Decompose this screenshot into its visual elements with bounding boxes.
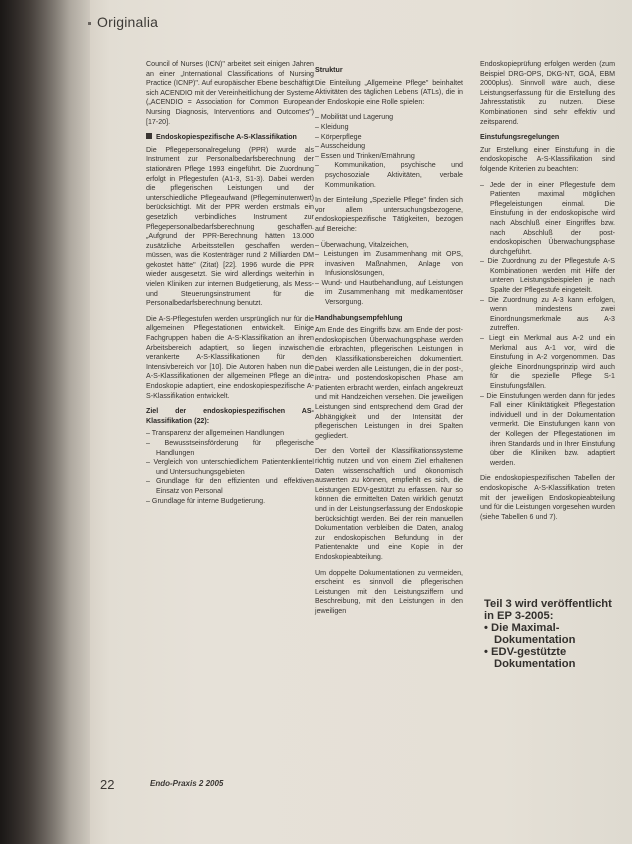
list-item: – Überwachung, Vitalzeichen, bbox=[315, 241, 463, 251]
page-number: 22 bbox=[100, 777, 115, 792]
list-item: – Liegt ein Merkmal aus A-2 und ein Merkmal aus A-1 vor, wird die Einstufung in A-2 vorgenommen. Das gleiche Einordnungsprinzip wird auch für die spezielle Pflege S-1 Einstufungsfällen. bbox=[480, 334, 615, 392]
col1-list bbox=[146, 429, 314, 506]
col1-heading: Endoskopiespezifische A-S-Klassifikation bbox=[146, 133, 314, 143]
list-item: – Die Zuordnung zu der Pflegestufe A-S Kombinationen werden mit Hilfe der unteren Leistungsbeispielen je nach Spalte der Pflegestufe eingeteilt. bbox=[480, 257, 615, 295]
list-item: – Mobilität und Lagerung bbox=[315, 113, 463, 123]
list-item: – Leistungen im Zusammenhang mit OPS, invasiven Maßnahmen, Anlage von Infusionslösungen, bbox=[315, 250, 463, 279]
notice-item: • EDV-gestützte Dokumentation bbox=[484, 646, 624, 670]
list-item: – Die Zuordnung zu A-3 kann erfolgen, wenn mindestens zwei Einordnungsmerkmale aus A-3 zutreffen. bbox=[480, 296, 615, 334]
col3-para2: Zur Erstellung einer Einstufung in die endoskopische A-S-Klassifikation sind folgende Kriterien zu beachten: bbox=[480, 145, 615, 173]
col2-para3: Am Ende des Eingriffs bzw. am Ende der post-endoskopischen Überwachungsphase werden die erbrachten, pflegerischen Leistungen in den Klassifikationsbereichen dokumentiert. Dabei werden alle Leistungen, die in der post-, intra- und postendoskopischen Phase am Patienten erbracht werden, einfach angekreuzt und mit Handzeichen versehen. Die jeweiligen Leistungen sind entsprechend dem Grad der Abhängigkeit und der Intensität der pflegerischen Leistungen in drei Spalten gegliedert. bbox=[315, 326, 463, 440]
col2-heading-handhabung: Handhabungsempfehlung bbox=[315, 313, 403, 322]
square-bullet-icon bbox=[146, 133, 152, 139]
col2-para4: Der den Vorteil der Klassifikationssysteme richtig nutzen und von einem Ziel erhaltenen Daten wissenschaftlich und ökonomisch auswerten zu können, empfiehlt es sich, die Leistungen EDV-gestützt zu erfassen. Nur so können die ermittelten Daten wirklich genutzt und in der Leistungserfassung der Endoskopie berücksichtigt werden. Bei der rein manuellen Dokumentation verbleiben die Daten, analog zur endoskopischen Befundung in der Patientenakte und eine Kopie in der Endoskopieabteilung. bbox=[315, 447, 463, 561]
col2-para5: Um doppelte Dokumentationen zu vermeiden, erscheint es sinnvoll die pflegerischen Leistungen mit den Leistungsziffern und Beschreibung, mit den Leistungen in den jeweiligen bbox=[315, 568, 463, 615]
col1-subheading: Ziel der endoskopiespezifischen AS-Klassifikation (22): bbox=[146, 407, 314, 425]
col3-para1: Endoskopieprüfung erfolgen werden (zum Beispiel DRG-OPS, DKG-NT, GOÄ, EBM 2000plus). Sinnvoll wäre auch, diese Leistungserfassung für die Erstellung des Jahresstatistik zu nutzen. Diese Kombinationen sind sehr effektiv und zeitsparend. bbox=[480, 60, 615, 126]
list-item: – Grundlage für den effizienten und effektiven Einsatz von Personal bbox=[146, 477, 314, 496]
column-2 bbox=[315, 60, 463, 622]
list-item: – Kleidung bbox=[315, 123, 463, 133]
list-item: – Wund- und Hautbehandlung, auf Leistungen im Zusammenhang mit medikamentöser Versorgung. bbox=[315, 279, 463, 308]
list-item: – Ausscheidung bbox=[315, 142, 463, 152]
col2-para2: In der Einteilung „Spezielle Pflege" finden sich vor allem untersuchungsbezogene, endoskopiespezifische Tätigkeiten, bezogen auf Bereiche: bbox=[315, 196, 463, 233]
section-header bbox=[88, 14, 158, 30]
list-item: – Kommunikation, psychische und psychosoziale Aktivitäten, verbale Kommunikation. bbox=[315, 161, 463, 190]
col2-para1: Die Einteilung „Allgemeine Pflege" beinhaltet Aktivitäten des täglichen Lebens (ATLs), die in der Endoskopie eine Rolle spielen: bbox=[315, 78, 463, 106]
column-1 bbox=[146, 60, 314, 512]
list-item: – Körperpflege bbox=[315, 133, 463, 143]
list-item: – Essen und Trinken/Ernährung bbox=[315, 152, 463, 162]
list-item: – Grundlage für interne Budgetierung. bbox=[146, 497, 314, 507]
header-bullet-icon bbox=[88, 22, 91, 25]
notice-item: • Die Maximal-Dokumentation bbox=[484, 622, 624, 646]
list-item: – Transparenz der allgemeinen Handlungen bbox=[146, 429, 314, 439]
list-item: – Die Einstufungen werden dann für jedes Fall einer Kliniktätigkeit Pflegestation individuell und in der Dokumentation vermerkt. Die Einstufungen kann von der Kollegen der Pflegestationen im ihren Standards und in Ihrer Einstufung über die Kliniken bzw. adaptiert werden. bbox=[480, 392, 615, 469]
section-title: Originalia bbox=[97, 14, 159, 30]
col2-list1 bbox=[315, 113, 463, 190]
list-item: – Bewusstseinsförderung für pflegerische Handlungen bbox=[146, 439, 314, 458]
notice-title: Teil 3 wird veröffentlicht in EP 3-2005: bbox=[484, 598, 612, 622]
col1-para1: Die Pflegepersonalregelung (PPR) wurde als Instrument zur Personalbedarfsberechnung der stationären Pflege 1993 eingeführt. Die Zuordnung erfolgt in Pflegestufen (A1-3, S1-3). Dabei werden die pflegerischen Leistungen und der unterschiedliche Pflegeaufwand (Pflegeminutenwert) berücksichtigt. Mit der PPR werden erstmals ein gesetzlich verbindliches Instrument zur Pflegepersonalbedarfsberechnung geschaffen. „Aufgrund der PPR-Berechnung hätten 13.000 zusätzliche Arbeitsstellen geschaffen werden müssen, was die Kostenträger rund 2 Milliarden DM gekostet hätte" (Zitat) [22]. 1996 wurde die PPR wieder ausgesetzt. Sie wird allerdings weiterhin in vielen Kliniken zur internen Budgetierung, als Mess- und Steuerungsinstrument für die Personalbedarfsberechnung benutzt. bbox=[146, 145, 314, 308]
col1-intro: Council of Nurses (ICN)" arbeitet seit einigen Jahren an einer „International Classifications of Nursing Practice (ICNP)". Auf europäischer Ebene beschäftigt sich ACENDIO mit der Vereinheitlichung der Systeme („ACENDIO = Association for Common European Nursing Diagnosis, Interventions and Outcomes") [17-20]. bbox=[146, 60, 314, 126]
journal-source: Endo-Praxis 2 2005 bbox=[150, 779, 224, 788]
column-3 bbox=[480, 60, 615, 528]
next-issue-notice bbox=[484, 598, 624, 670]
col3-para3: Die endoskopiespezifischen Tabellen der endoskopische A-S-Klassifikation treten mit der jeweiligen Endoskopieabteilung und für die Leistungen vorgesehen wurden (siehe Tabellen 6 und 7). bbox=[480, 474, 615, 521]
list-item: – Vergleich von unterschiedlichem Patientenklientel und Untersuchungsgebieten bbox=[146, 458, 314, 477]
col2-heading-struktur: Struktur bbox=[315, 66, 343, 74]
col1-para2: Die A-S-Pflegestufen werden ursprünglich nur für die allgemeinen Pflegestationen entwickelt. Einige Fachgruppen haben die A-S-Klassifikation an ihren Arbeitsbereich adaptiert, so liegen inzwischen verankerte A-S-Klassifikationen für den Intensivbereich vor [10]. Die Autoren haben nun die A-S-Klassifikationen der allgemeinen Pflege an die Endoskopie adaptiert, eine endoskopiespezifische A-S-Klassifikation entwickelt. bbox=[146, 314, 314, 400]
col3-list bbox=[480, 181, 615, 469]
col2-list2 bbox=[315, 241, 463, 308]
list-item: – Jede der in einer Pflegestufe dem Patienten maximal möglichen Pflegeleistungen einmal. Die Einstufung in der endoskopische wird nach Abschluß einer Eingriffes bzw. nach Abschluß der post-endoskopischen Überwachungsphase durchgeführt. bbox=[480, 181, 615, 258]
col3-heading: Einstufungsregelungen bbox=[480, 133, 560, 142]
